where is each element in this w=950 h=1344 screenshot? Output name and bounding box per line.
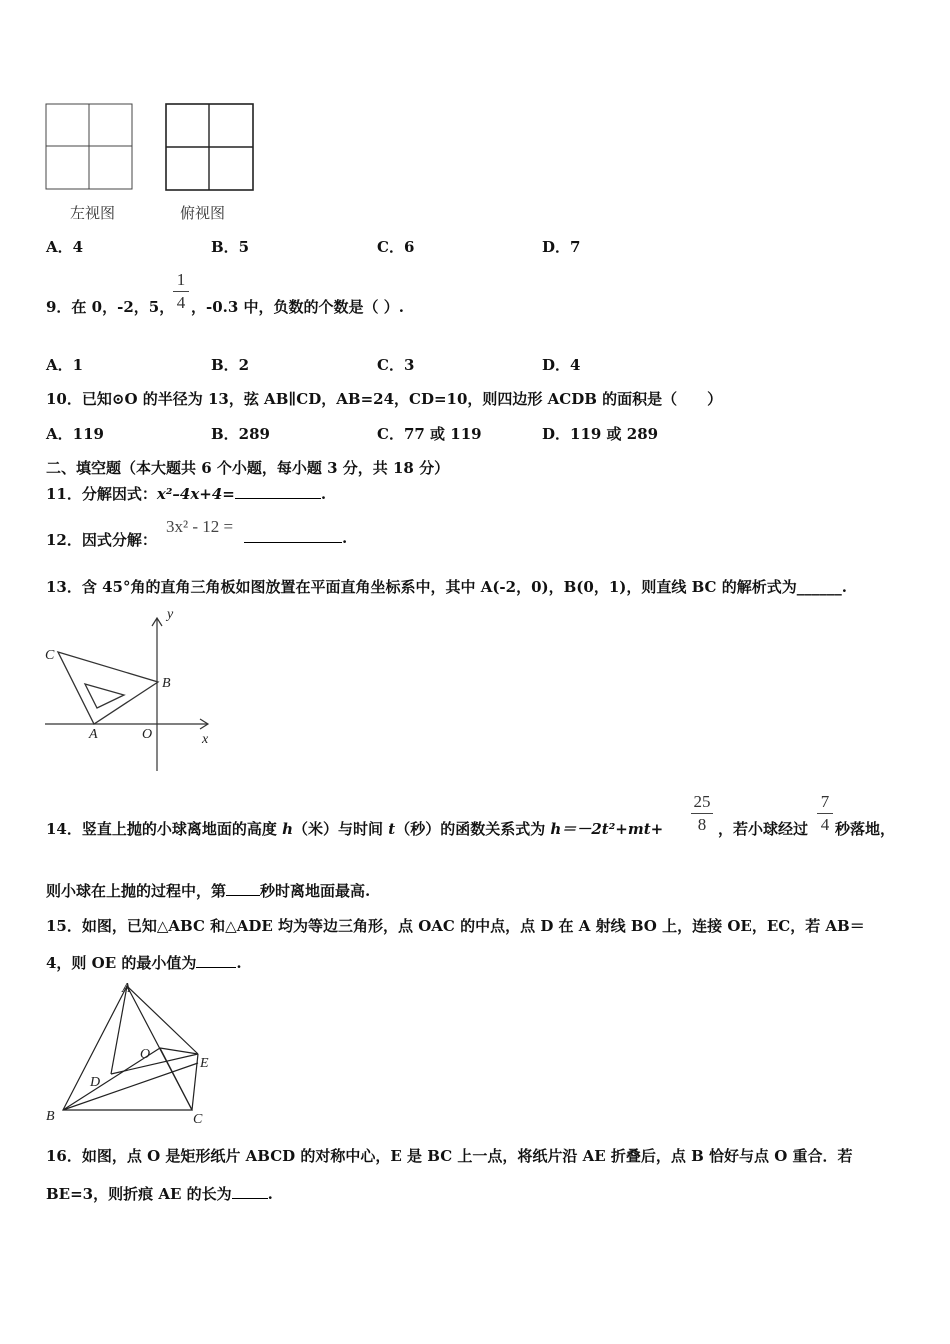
q14-var-h: h xyxy=(282,820,294,838)
fig13-label-c: C xyxy=(45,648,55,663)
q13-coordinate-diagram xyxy=(40,604,230,779)
q13-figure xyxy=(40,604,230,783)
q12-end: . xyxy=(342,529,348,547)
q11-expr: x²–4x+4= xyxy=(156,485,235,503)
q14-line2-post: 秒时离地面最高. xyxy=(260,882,371,900)
q12-expr: 3x² - 12 = xyxy=(166,517,234,536)
q8-option-d: D．7 xyxy=(542,238,581,256)
fig13-label-x: x xyxy=(202,732,209,747)
q9-option-d: D．4 xyxy=(542,356,581,374)
q9-option-b: B．2 xyxy=(211,356,250,374)
q14-pre: 14．竖直上抛的小球离地面的高度 xyxy=(46,820,283,838)
q14-line2 xyxy=(46,880,370,901)
q9-option-c: C．3 xyxy=(377,356,415,374)
fig13-label-o: O xyxy=(142,727,153,742)
q14-frac2-den: 4 xyxy=(820,815,830,834)
left-view-grid xyxy=(45,103,135,193)
q14-frac1-den: 8 xyxy=(697,815,707,834)
q14-fraction-25-8 xyxy=(691,792,713,835)
q8-option-c: C．6 xyxy=(377,238,415,256)
q12-pre: 12．因式分解： xyxy=(46,531,157,549)
fig15-label-e: E xyxy=(200,1056,209,1071)
q15-line2 xyxy=(46,952,242,973)
q14-line2-pre: 则小球在上抛的过程中，第 xyxy=(46,882,227,900)
q12-answer-blank xyxy=(244,542,342,543)
q16-line1: 16．如图，点 O 是矩形纸片 ABCD 的对称中心，E 是 BC 上一点，将纸片沿 AE 折叠后，点 B 恰好与点 O 重合．若 xyxy=(46,1147,853,1165)
q15-line2-end: . xyxy=(236,954,242,972)
q15-figure xyxy=(40,978,230,1132)
q16-line2-pre: BE=3，则折痕 AE 的长为 xyxy=(46,1185,232,1203)
q8-option-a: A．4 xyxy=(46,238,84,256)
top-view-label: 俯视图 xyxy=(180,204,226,222)
q10-option-b: B．289 xyxy=(211,425,270,443)
q14-line1 xyxy=(46,818,663,839)
q9-frac-num: 1 xyxy=(176,270,186,289)
q14-frac2-num: 7 xyxy=(820,792,830,811)
left-view-label: 左视图 xyxy=(70,204,116,222)
q9-text-pre: 9．在 0，-2，5， xyxy=(46,298,175,316)
q14-frac1-num: 25 xyxy=(693,792,711,811)
fig13-label-y: y xyxy=(167,607,174,622)
top-view-figure xyxy=(165,103,255,197)
q9-fraction xyxy=(173,270,189,313)
section2-title: 二、填空题（本大题共 6 个小题，每小题 3 分，共 18 分） xyxy=(46,459,450,477)
q16-answer-blank xyxy=(232,1198,268,1199)
fig13-label-b: B xyxy=(162,676,171,691)
q14-post: 秒落地， xyxy=(835,820,896,838)
q11-end: . xyxy=(320,485,327,503)
fig13-label-a: A xyxy=(89,727,98,742)
q9-frac-den: 4 xyxy=(176,293,186,312)
q14-formula: h＝－2t²+mt+ xyxy=(550,820,664,838)
q14-fraction-7-4 xyxy=(817,792,833,835)
q14-mid3: ，若小球经过 xyxy=(718,820,809,838)
fig15-label-b: B xyxy=(46,1109,55,1124)
q13-text: 13．含 45°角的直角三角板如图放置在平面直角坐标系中，其中 A(-2，0)，B(0，1)，则直线 BC 的解析式为______. xyxy=(46,578,847,596)
fig15-label-c: C xyxy=(193,1112,203,1127)
fig15-label-d: D xyxy=(90,1075,101,1090)
q10-option-a: A．119 xyxy=(46,425,104,443)
q10-option-d: D．119 或 289 xyxy=(542,425,659,443)
left-view-figure xyxy=(45,103,135,197)
q15-line2-pre: 4，则 OE 的最小值为 xyxy=(46,954,197,972)
q14-mid1: （米）与时间 xyxy=(293,820,389,838)
q14-mid2: （秒）的函数关系式为 xyxy=(395,820,551,838)
q15-line1: 15．如图，已知△ABC 和△ADE 均为等边三角形，点 OAC 的中点，点 D 在 A 射线 BO 上，连接 OE，EC，若 AB＝ xyxy=(46,917,865,935)
q9-option-a: A．1 xyxy=(46,356,84,374)
q11-line xyxy=(46,483,326,504)
q14-var-t: t xyxy=(388,820,396,838)
q10-text: 10．已知⊙O 的半径为 13，弦 AB∥CD，AB=24，CD=10，则四边形 ACDB 的面积是（ ） xyxy=(46,390,723,408)
top-view-grid xyxy=(165,103,255,193)
q11-pre: 11．分解因式： xyxy=(46,485,157,503)
q8-option-b: B．5 xyxy=(211,238,250,256)
q14-answer-blank xyxy=(226,895,260,896)
q12-blank-line xyxy=(244,529,347,547)
q15-answer-blank xyxy=(196,967,236,968)
q10-option-c: C．77 或 119 xyxy=(377,425,482,443)
q16-line2 xyxy=(46,1183,273,1204)
q15-triangle-diagram xyxy=(40,978,230,1128)
fig15-label-o: O xyxy=(140,1047,151,1062)
q16-line2-end: . xyxy=(267,1185,273,1203)
fig15-label-a: A xyxy=(122,981,131,996)
q11-answer-blank xyxy=(235,498,321,499)
q9-text-post: ，-0.3 中，负数的个数是（ ）. xyxy=(191,298,404,316)
